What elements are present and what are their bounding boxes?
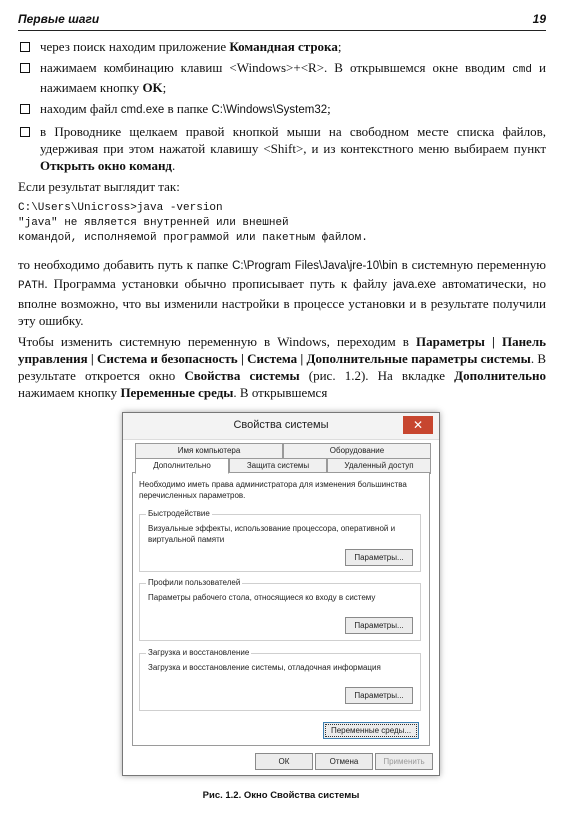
page-body [18, 38, 546, 405]
environment-variables-button[interactable]: Переменные среды... [323, 722, 419, 739]
admin-note: Необходимо иметь права администратора для изменения большинства перечисленных параметров. [139, 480, 407, 500]
close-icon[interactable]: ✕ [403, 416, 433, 434]
list-item: нажимаем комбинацию клавиш <Windows>+<R>. В открывшемся окне вводим cmd и нажимаем кнопку OK; [18, 59, 546, 96]
startup-settings-button[interactable]: Параметры... [345, 687, 413, 704]
figure-caption: Рис. 1.2. Окно Свойства системы [202, 790, 360, 801]
code-line: "java" не является внутренней или внешней [18, 217, 289, 229]
profiles-settings-button[interactable]: Параметры... [345, 617, 413, 634]
code-line: командой, исполняемой программой или пакетным файлом. [18, 232, 368, 244]
group-title: Профили пользователей [148, 578, 241, 587]
code-block [18, 201, 546, 246]
list-item: в Проводнике щелкаем правой кнопкой мыши на свободном месте списка файлов, удерживая при этом нажатой клавишу <Shift>, и из контекстного меню выбираем пункт Открыть окно команд. [18, 123, 546, 174]
checkbox-bullet-icon [20, 63, 30, 73]
group-description: Визуальные эффекты, использование процессора, оперативной и виртуальной памяти [148, 524, 396, 544]
cancel-button[interactable]: Отмена [315, 753, 373, 770]
tab-computer-name[interactable]: Имя компьютера [135, 443, 283, 459]
group-description: Загрузка и восстановление системы, отладочная информация [148, 663, 381, 672]
group-title: Быстродействие [148, 509, 210, 518]
list-item: находим файл cmd.exe в папке C:\Windows\System32; [18, 100, 546, 119]
paragraph-path: то необходимо добавить путь к папке C:\Program Files\Java\jre-10\bin в системную переменную PATH. Программа установки обычно прописывает путь к файлу java.exe автоматически, но вполне возможно, что вы изменили настройки в процессе установки и в результате получили эту ошибку. [18, 257, 546, 328]
section-title: Первые шаги [18, 12, 100, 26]
group-description: Параметры рабочего стола, относящиеся ко входу в систему [148, 593, 376, 602]
code-line: C:\Users\Unicross>java -version [18, 202, 223, 214]
paragraph-env: Чтобы изменить системную переменную в Windows, переходим в Параметры | Панель управления | Система и безопасность | Система | Дополнительные параметры системы. В результате откроется окно Свойства системы (рис. 1.2). На вкладке Дополнительно нажимаем кнопку Переменные среды. В открывшемся [18, 334, 547, 400]
tab-advanced[interactable]: Дополнительно [135, 458, 229, 474]
apply-button[interactable]: Применить [375, 753, 433, 770]
step-list [18, 38, 546, 174]
paragraph-if-result: Если результат выглядит так: [18, 179, 180, 194]
checkbox-bullet-icon [20, 42, 30, 52]
checkbox-bullet-icon [20, 104, 30, 114]
dialog-title: Свойства системы [233, 419, 329, 431]
tab-remote[interactable]: Удаленный доступ [327, 458, 431, 474]
ok-button[interactable]: ОК [255, 753, 313, 770]
dialog-titlebar [123, 413, 439, 440]
checkbox-bullet-icon [20, 127, 30, 137]
list-item: через поиск находим приложение Командная строка; [18, 38, 546, 55]
group-title: Загрузка и восстановление [148, 648, 250, 657]
performance-settings-button[interactable]: Параметры... [345, 549, 413, 566]
tab-system-protection[interactable]: Защита системы [229, 458, 327, 474]
running-header [18, 10, 546, 31]
system-properties-dialog [122, 412, 440, 776]
page-number: 19 [532, 12, 546, 26]
tab-hardware[interactable]: Оборудование [283, 443, 431, 459]
